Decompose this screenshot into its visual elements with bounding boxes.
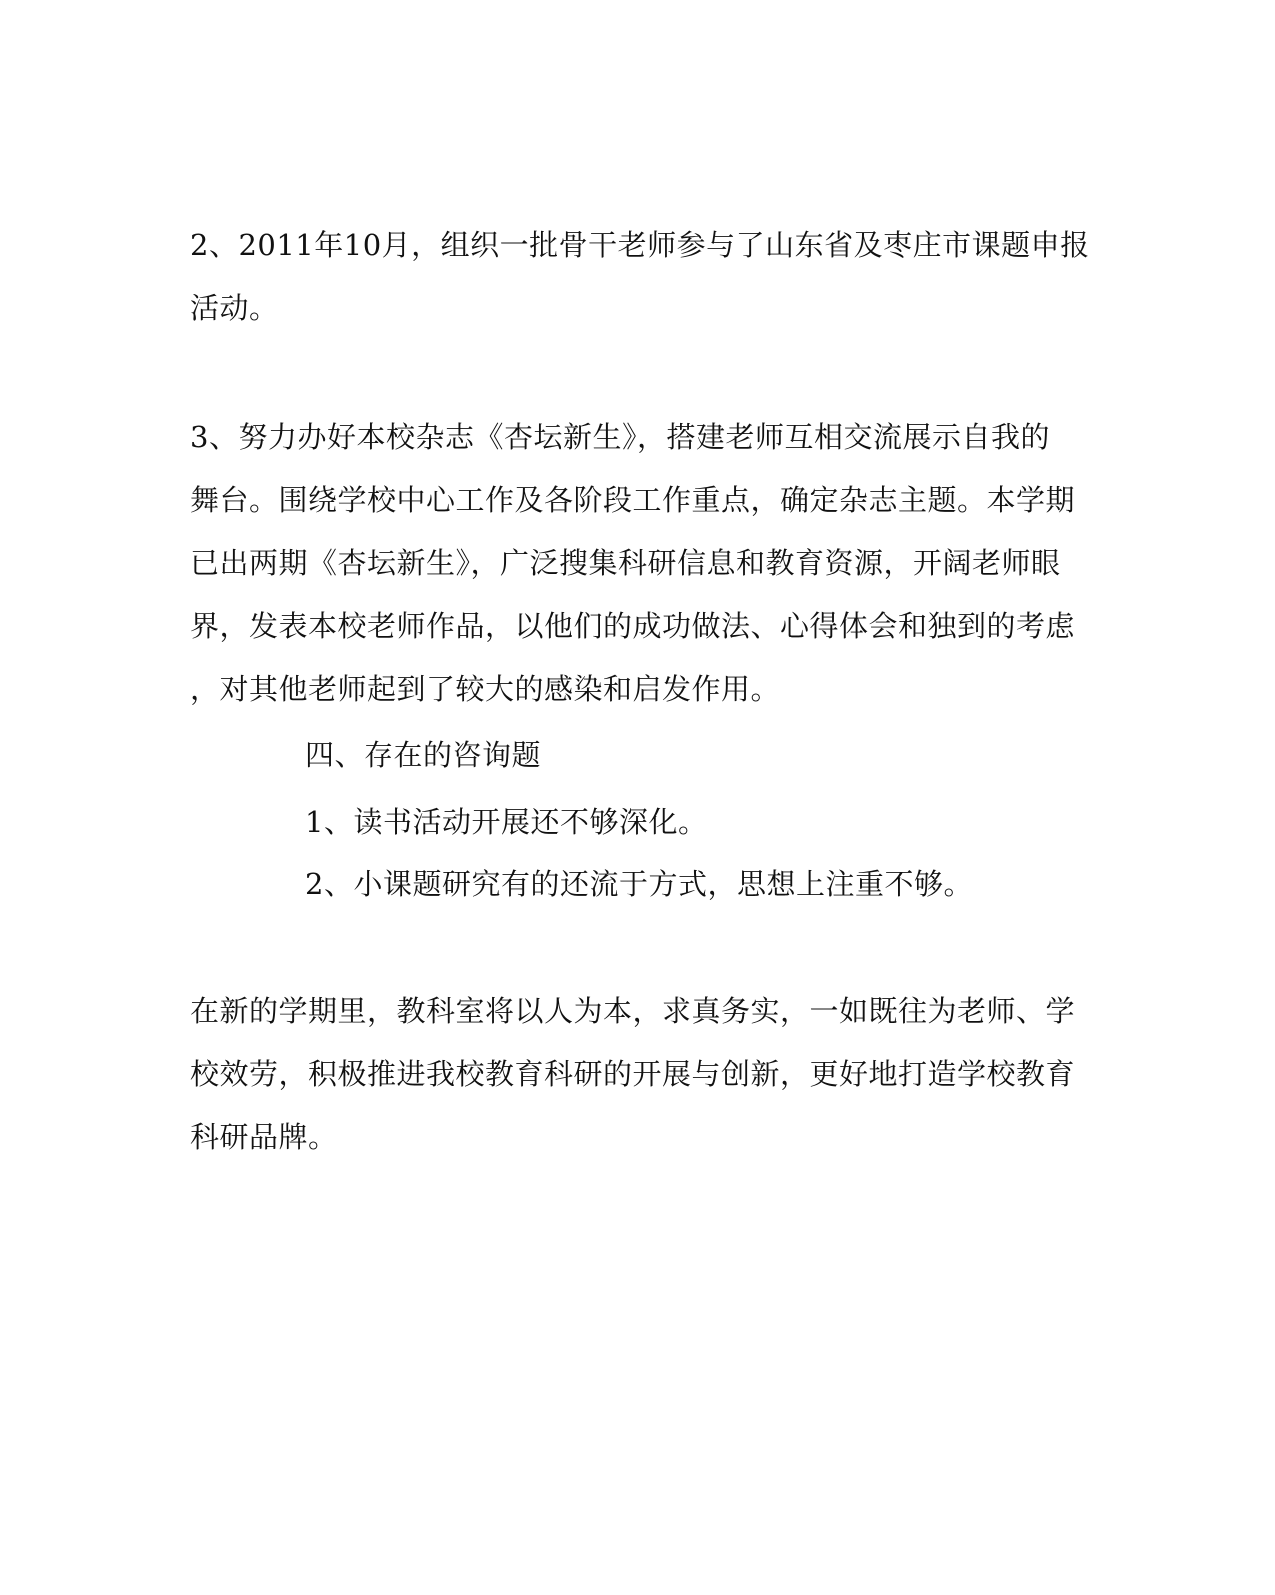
paragraph-line: 科研品牌。 — [190, 1120, 338, 1154]
paragraph-line: 校效劳，积极推进我校教育科研的开展与创新，更好地打造学校教育 — [190, 1057, 1076, 1091]
paragraph-item-3 — [190, 406, 1076, 721]
section-heading: 四、存在的咨询题 — [305, 738, 542, 772]
paragraph-line: 舞台。围绕学校中心工作及各阶段工作重点，确定杂志主题。本学期 — [190, 483, 1076, 517]
closing-paragraph — [190, 980, 1076, 1169]
paragraph-line: 界，发表本校老师作品，以他们的成功做法、心得体会和独到的考虑 — [190, 609, 1076, 643]
issue-item-1: 1、读书活动开展还不够深化。 — [305, 805, 708, 839]
paragraph-line: 3、努力办好本校杂志《杏坛新生》，搭建老师互相交流展示自我的 — [190, 420, 1050, 454]
paragraph-line: 已出两期《杏坛新生》，广泛搜集科研信息和教育资源，开阔老师眼 — [190, 546, 1061, 580]
paragraph-line: 2、2011年10月，组织一批骨干老师参与了山东省及枣庄市课题申报 — [190, 228, 1090, 262]
issue-item-2: 2、小课题研究有的还流于方式，思想上注重不够。 — [305, 867, 973, 901]
paragraph-line: ，对其他老师起到了较大的感染和启发作用。 — [190, 672, 781, 706]
paragraph-item-2 — [190, 214, 1090, 340]
paragraph-line: 在新的学期里，教科室将以人为本，求真务实，一如既往为老师、学 — [190, 994, 1076, 1028]
paragraph-line: 活动。 — [190, 291, 279, 325]
